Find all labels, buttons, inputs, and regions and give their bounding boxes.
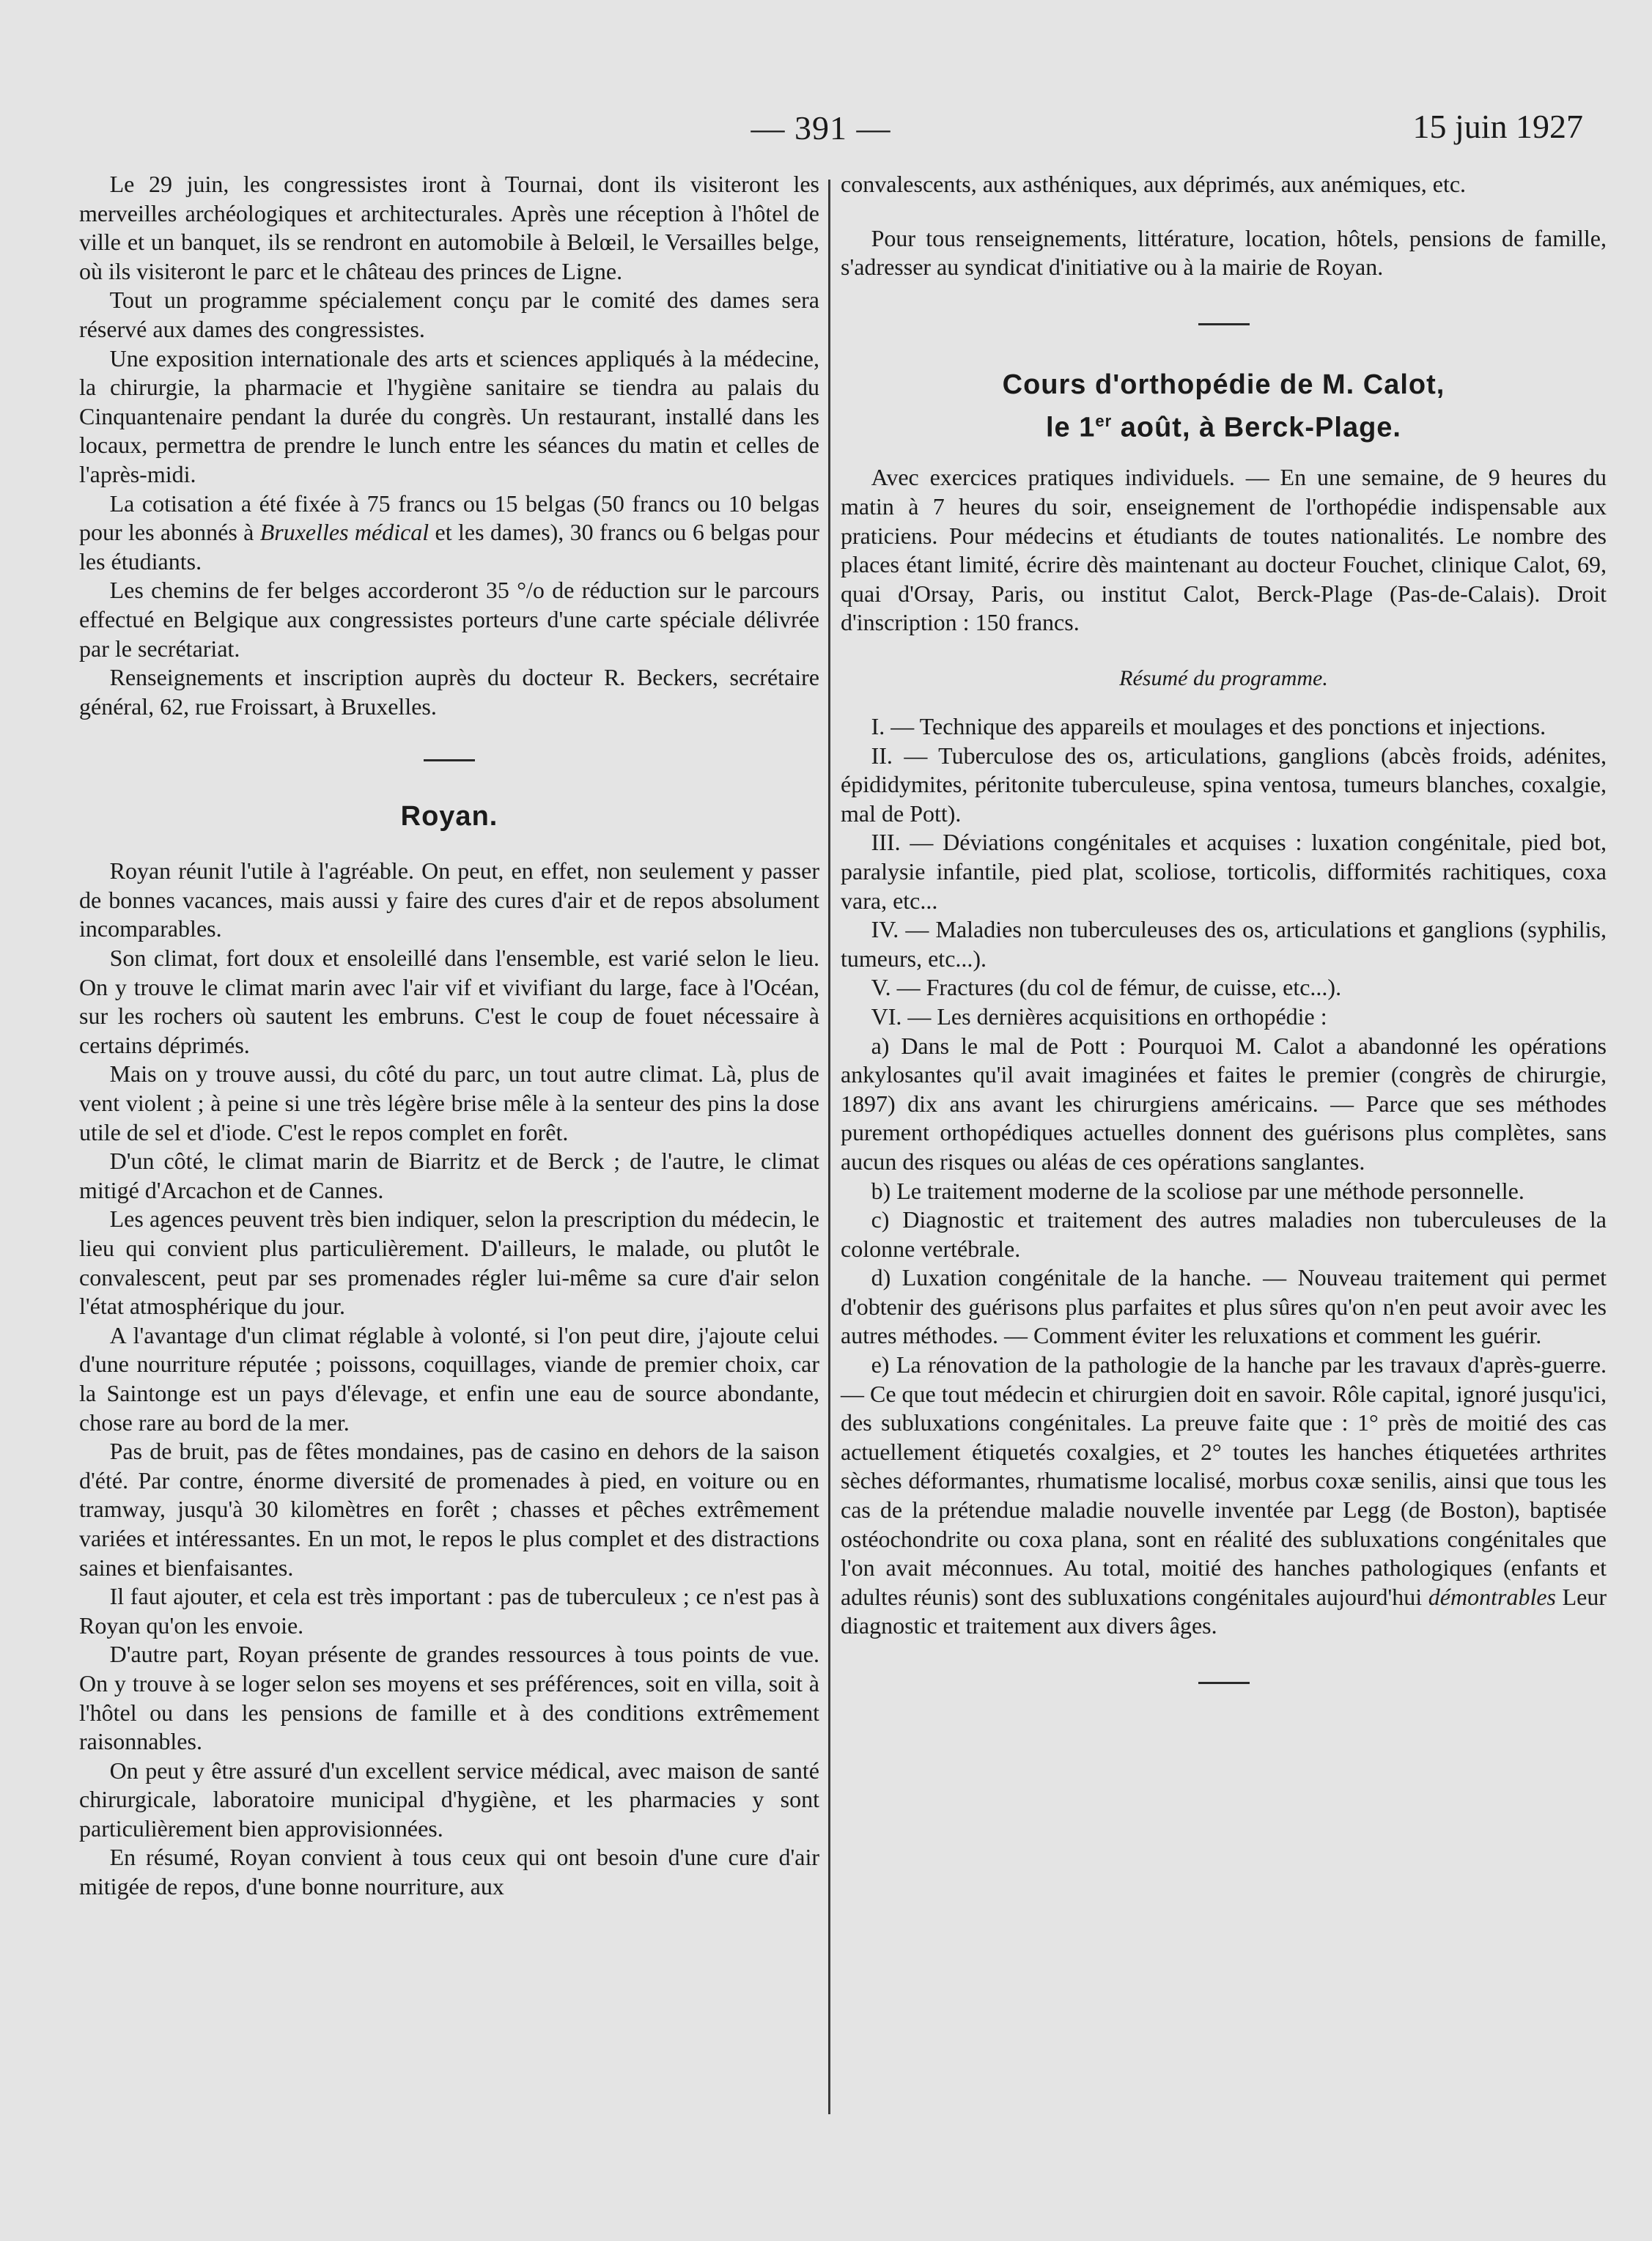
column-divider [828, 180, 830, 2114]
programme-item: IV. — Maladies non tuberculeuses des os, articulations et ganglions (syphilis, tumeurs, etc...). [841, 916, 1607, 972]
right-column [841, 170, 1607, 1684]
section-title-calot-line2: le 1er août, à Berck-Plage. [1046, 411, 1401, 443]
paragraph: On peut y être assuré d'un excellent service médical, avec maison de santé chirurgicale, laboratoire municipal d'hygiène, et les pharmacies y sont particulièrement bien approvisionnées. [79, 1757, 819, 1842]
paragraph: Son climat, fort doux et ensoleillé dans l'ensemble, est varié selon le lieu. On y trouve le climat marin avec l'air vif et vivifiant du large, face à l'Océan, sur les rochers où sautent les embruns. C'est le coup de fouet nécessaire à certains déprimés. [79, 945, 819, 1058]
programme-item: III. — Déviations congénitales et acquises : luxation congénitale, pied bot, paralysie infantile, pied plat, scoliose, torticolis, difformités rachitiques, coxa vara, etc... [841, 829, 1607, 914]
paragraph: D'un côté, le climat marin de Biarritz et de Berck ; de l'autre, le climat mitigé d'Arcachon et de Cannes. [79, 1148, 819, 1203]
paragraph-continued: convalescents, aux asthéniques, aux déprimés, aux anémiques, etc. [841, 171, 1467, 197]
left-column [79, 170, 819, 1902]
paragraph: Mais on y trouve aussi, du côté du parc, un tout autre climat. Là, plus de vent violent ; à peine si une très légère brise mêle à la senteur des pins la dose utile de sel et d'iode. C'est le repos complet en forêt. [79, 1060, 819, 1145]
programme-item-e: e) La rénovation de la pathologie de la hanche par les travaux d'après-guerre. — Ce que tout médecin et chirurgien doit en savoir. Rôle capital, ignoré jusqu'ici, des subluxations congénitales. La preuve faite que : 1° près de moitié des cas actuellement étiquetés coxalgies, et 2° toutes les hanches étiquetées arthrites sèches déformantes, rhumatisme localisé, morbus coxæ senilis, ainsi que tous les cas de la prétendue maladie nouvelle inventée par Legg (de Boston), baptisée ostéochondrite ou coxa plana, sont en réalité des subluxations congénitales que l'on avait méconnues. Au total, moitié des hanches pathologiques (enfants et adultes réunis) sont des subluxations congénitales aujourd'hui démontrables Leur diagnostic et traitement aux divers âges. [841, 1351, 1607, 1639]
paragraph: Les chemins de fer belges accorderont 35 °/o de réduction sur le parcours effectué en Belgique aux congressistes porteurs d'une carte spéciale délivrée par le secrétariat. [79, 577, 819, 662]
page-number: — 391 — [751, 109, 891, 147]
paragraph: Le 29 juin, les congressistes iront à Tournai, dont ils visiteront les merveilles archéologiques et architecturales. Après une réception à l'hôtel de ville et un banquet, ils se rendront en automobile à Belœil, le Versailles belge, où ils visiteront le parc et le château des princes de Ligne. [79, 171, 819, 284]
programme-item: I. — Technique des appareils et moulages et des ponctions et injections. [871, 713, 1546, 739]
programme-item: b) Le traitement moderne de la scoliose par une méthode personnelle. [871, 1177, 1524, 1204]
section-title-calot-line1: Cours d'orthopédie de M. Calot, [1002, 369, 1445, 400]
programme-item: c) Diagnostic et traitement des autres maladies non tuberculeuses de la colonne vertébrale. [841, 1206, 1607, 1262]
programme-item: II. — Tuberculose des os, articulations, ganglions (abcès froids, adénites, épididymites, péritonite tuberculeuse, spina ventosa, tumeurs blanches, coxalgie, mal de Pott). [841, 742, 1607, 827]
paragraph: En résumé, Royan convient à tous ceux qui ont besoin d'une cure d'air mitigée de repos, d'une bonne nourriture, aux [79, 1844, 819, 1900]
page-date: 15 juin 1927 [1412, 108, 1583, 145]
programme-item: d) Luxation congénitale de la hanche. — Nouveau traitement qui permet d'obtenir des guérisons plus parfaites et plus sûres qu'on n'en peut avoir avec les autres méthodes. — Comment éviter les reluxations et comment les guérir. [841, 1264, 1607, 1349]
separator-rule [1198, 1682, 1250, 1684]
paragraph: Royan réunit l'utile à l'agréable. On peut, en effet, non seulement y passer de bonnes vacances, mais aussi y faire des cures d'air et de repos absolument incomparables. [79, 857, 819, 942]
paragraph: Une exposition internationale des arts et sciences appliqués à la médecine, la chirurgie, la pharmacie et l'hygiène sanitaire se tiendra au palais du Cinquantenaire pendant la durée du congrès. Un restaurant, installé dans les locaux, permettra de prendre le lunch entre les séances du matin et celles de l'après-midi. [79, 344, 819, 487]
paragraph: Avec exercices pratiques individuels. — En une semaine, de 9 heures du matin à 7 heures du soir, enseignement de l'orthopédie indispensable aux praticiens. Pour médecins et étudiants de toutes nationalités. Le nombre des places étant limité, écrire dès maintenant au docteur Fouchet, clinique Calot, 69, quai d'Orsay, Paris, ou institut Calot, Berck-Plage (Pas-de-Calais). Droit d'inscription : 150 francs. [841, 464, 1607, 636]
programme-item: VI. — Les dernières acquisitions en orthopédie : [871, 1003, 1327, 1030]
paragraph: Il faut ajouter, et cela est très important : pas de tuberculeux ; ce n'est pas à Royan qu'on les envoie. [79, 1583, 819, 1639]
paragraph: Pour tous renseignements, littérature, location, hôtels, pensions de famille, s'adresser au syndicat d'initiative ou à la mairie de Royan. [841, 224, 1607, 281]
paragraph: Tout un programme spécialement conçu par le comité des dames sera réservé aux dames des congressistes. [79, 287, 819, 342]
section-title-royan: Royan. [400, 801, 498, 832]
programme-title: Résumé du programme. [1119, 666, 1328, 690]
paragraph: Les agences peuvent très bien indiquer, selon la prescription du médecin, le lieu qui convient plus particulièrement. D'ailleurs, le malade, ou plutôt le convalescent, peut par ses promenades régler lui-même sa cure d'air selon l'état atmosphérique du jour. [79, 1206, 819, 1320]
programme-item: a) Dans le mal de Pott : Pourquoi M. Calot a abandonné les opérations ankylosantes qu'il avait imaginées et faites le premier (congrès de chirurgie, 1897) dix ans avant les chirurgiens américains. — Parce que ses méthodes purement orthopédiques actuelles donnent des guérisons plus complètes, sans aucun des risques ou aléas de ces opérations sanglantes. [841, 1032, 1607, 1175]
paragraph: A l'avantage d'un climat réglable à volonté, si l'on peut dire, j'ajoute celui d'une nourriture réputée ; poissons, coquillages, viande de premier choix, car la Saintonge est un pays d'élevage, et enfin une eau de source abondante, chose rare au bord de la mer. [79, 1321, 819, 1436]
paragraph: Pas de bruit, pas de fêtes mondaines, pas de casino en dehors de la saison d'été. Par contre, énorme diversité de promenades à pied, en voiture ou en tramway, jusqu'à 30 kilomètres en forêt ; chasses et pêches extrêmement variées et intéressantes. En un mot, le repos le plus complet et des distractions saines et bienfaisantes. [79, 1438, 819, 1581]
programme-item: V. — Fractures (du col de fémur, de cuisse, etc...). [871, 974, 1342, 1001]
paragraph: D'autre part, Royan présente de grandes ressources à tous points de vue. On y trouve à se loger selon ses moyens et ses préférences, soit en villa, soit à l'hôtel ou dans les pensions de famille et à des conditions extrêmement raisonnables. [79, 1641, 819, 1755]
paragraph: Renseignements et inscription auprès du docteur R. Beckers, secrétaire général, 62, rue Froissart, à Bruxelles. [79, 664, 819, 720]
paragraph-cotisation: La cotisation a été fixée à 75 francs ou 15 belgas (50 francs ou 10 belgas pour les abonnés à Bruxelles médical et les dames), 30 francs ou 6 belgas pour les étudiants. [79, 490, 820, 575]
